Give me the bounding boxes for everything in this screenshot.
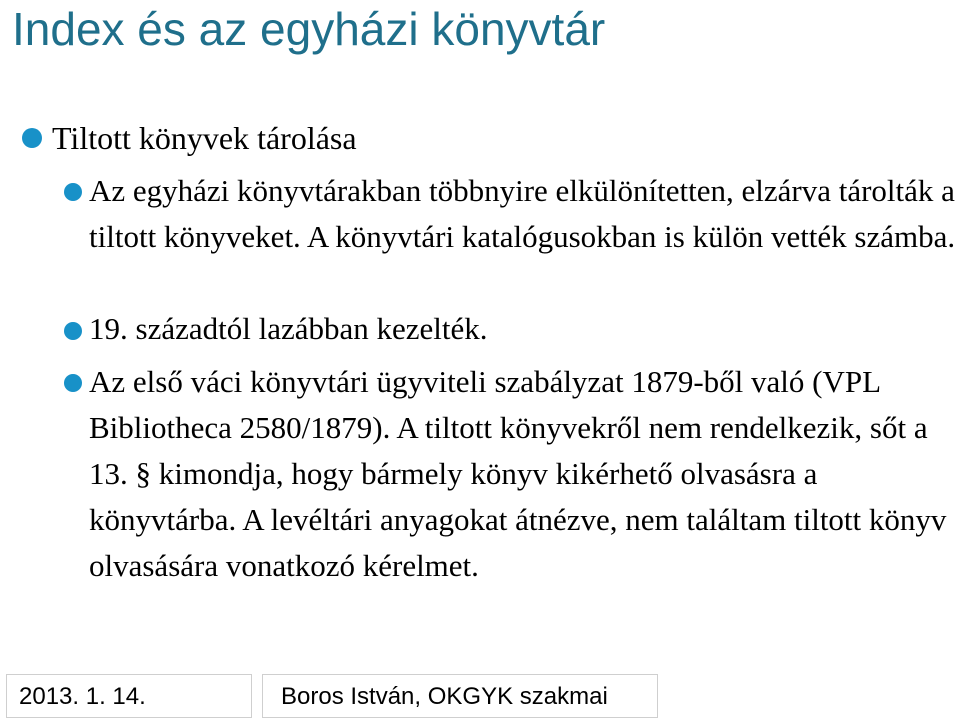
sub-bullet-dot-icon [64, 183, 82, 201]
bullet-text: Tiltott könyvek tárolása [52, 120, 357, 156]
slide-title: Index és az egyházi könyvtár [12, 3, 606, 55]
footer-date: 2013. 1. 14. [6, 674, 252, 718]
sub-bullet-text: 19. századtól lazábban kezelték. [89, 311, 488, 346]
footer-author: Boros István, OKGYK szakmai [262, 674, 658, 718]
bullet-dot-icon [22, 128, 42, 148]
sub-bullet-dot-icon [64, 374, 82, 392]
sub-bullet-dot-icon [64, 322, 82, 340]
sub-bullet-text: Az egyházi könyvtárakban többnyire elkülönítetten, elzárva tárolták a tiltott könyveket. A könyvtári katalógusokban is külön vették számba. [89, 173, 956, 254]
sub-bullet-text: Az első váci könyvtári ügyviteli szabályzat 1879-ből való (VPL Bibliotheca 2580/1879). A tiltott könyvekről nem rendelkezik, sőt a 13. § kimondja, hogy bármely könyv kikérhető olvasásra a könyvtárba. A levéltári anyagokat átnézve, nem találtam tiltott könyv olvasására vonatkozó kérelmet. [89, 364, 947, 583]
